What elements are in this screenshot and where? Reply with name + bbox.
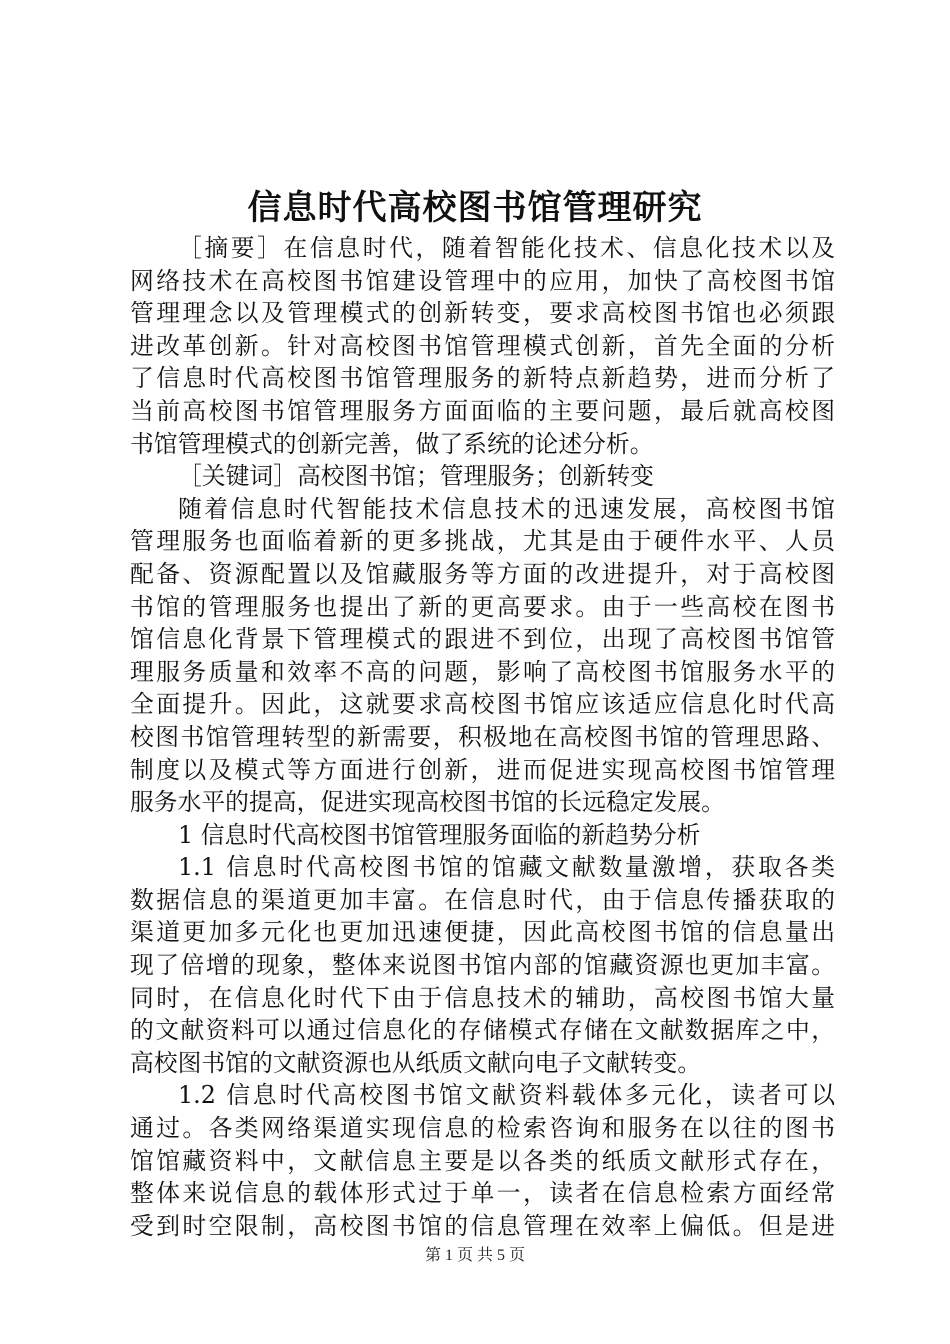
- page-footer: 第 1 页 共 5 页: [424, 1247, 525, 1264]
- text-line: 现了倍增的现象，整体来说图书馆内部的馆藏资源也更加丰富。: [130, 951, 835, 980]
- text-line: ［摘要］在信息时代，随着智能化技术、信息化技术以及: [178, 234, 835, 262]
- text-line: 制度以及模式等方面进行创新，进而促进实现高校图书馆管理: [130, 755, 835, 784]
- text-line: 当前高校图书馆管理服务方面面临的主要问题，最后就高校图: [130, 396, 835, 425]
- text-line: 通过。各类网络渠道实现信息的检索咨询和服务在以往的图书: [130, 1114, 835, 1143]
- intro-paragraph: [130, 493, 835, 819]
- text-line: 管理理念以及管理模式的创新转变，要求高校图书馆也必须跟: [130, 299, 835, 328]
- text-line: 书馆的管理服务也提出了新的更高要求。由于一些高校在图书: [130, 592, 835, 621]
- text-line: 网络技术在高校图书馆建设管理中的应用，加快了高校图书馆: [130, 266, 835, 295]
- text-line: 服务水平的提高，促进实现高校图书馆的长远稳定发展。: [130, 788, 725, 817]
- text-line: 整体来说信息的载体形式过于单一，读者在信息检索方面经常: [130, 1179, 835, 1208]
- document-body: [130, 232, 835, 1242]
- section-1-1-paragraph: [130, 851, 835, 1079]
- text-line: 1 信息时代高校图书馆管理服务面临的新趋势分析: [178, 820, 701, 849]
- section-1-heading: [130, 819, 835, 852]
- text-line: 1.2 信息时代高校图书馆文献资料载体多元化，读者可以: [178, 1081, 835, 1110]
- section-1-2-paragraph: [130, 1079, 835, 1242]
- text-line: 全面提升。因此，这就要求高校图书馆应该适应信息化时代高: [130, 690, 835, 719]
- text-line: 的文献资料可以通过信息化的存储模式存储在文献数据库之中，: [130, 1016, 835, 1045]
- text-line: 校图书馆管理转型的新需要，积极地在高校图书馆的管理思路、: [130, 722, 835, 751]
- document-title: 信息时代高校图书馆管理研究: [247, 188, 703, 228]
- keywords-paragraph: [130, 460, 835, 493]
- text-line: 管理服务也面临着新的更多挑战，尤其是由于硬件水平、人员: [130, 527, 835, 556]
- text-line: 渠道更加多元化也更加迅速便捷，因此高校图书馆的信息量出: [130, 918, 835, 947]
- abstract-paragraph: [130, 232, 835, 460]
- text-line: 高校图书馆的文献资源也从纸质文献向电子文献转变。: [130, 1048, 702, 1077]
- text-line: 理服务质量和效率不高的问题，影响了高校图书馆服务水平的: [130, 657, 835, 686]
- text-line: 数据信息的渠道更加丰富。在信息时代，由于信息传播获取的: [130, 885, 835, 914]
- text-line: 馆信息化背景下管理模式的跟进不到位，出现了高校图书馆管: [130, 625, 835, 654]
- text-line: 书馆管理模式的创新完善，做了系统的论述分析。: [130, 429, 654, 458]
- text-line: 馆馆藏资料中，文献信息主要是以各类的纸质文献形式存在，: [130, 1146, 835, 1175]
- text-line: 受到时空限制，高校图书馆的信息管理在效率上偏低。但是进: [130, 1211, 835, 1240]
- text-line: 同时，在信息化时代下由于信息技术的辅助，高校图书馆大量: [130, 983, 835, 1012]
- text-line: 了信息时代高校图书馆管理服务的新特点新趋势，进而分析了: [130, 364, 835, 393]
- text-line: 配备、资源配置以及馆藏服务等方面的改进提升，对于高校图: [130, 559, 835, 588]
- text-line: ［关键词］高校图书馆；管理服务；创新转变: [178, 462, 654, 491]
- text-line: 随着信息时代智能技术信息技术的迅速发展，高校图书馆: [178, 494, 835, 523]
- text-line: 1.1 信息时代高校图书馆的馆藏文献数量激增，获取各类: [178, 853, 835, 882]
- text-line: 进改革创新。针对高校图书馆管理模式创新，首先全面的分析: [130, 331, 835, 360]
